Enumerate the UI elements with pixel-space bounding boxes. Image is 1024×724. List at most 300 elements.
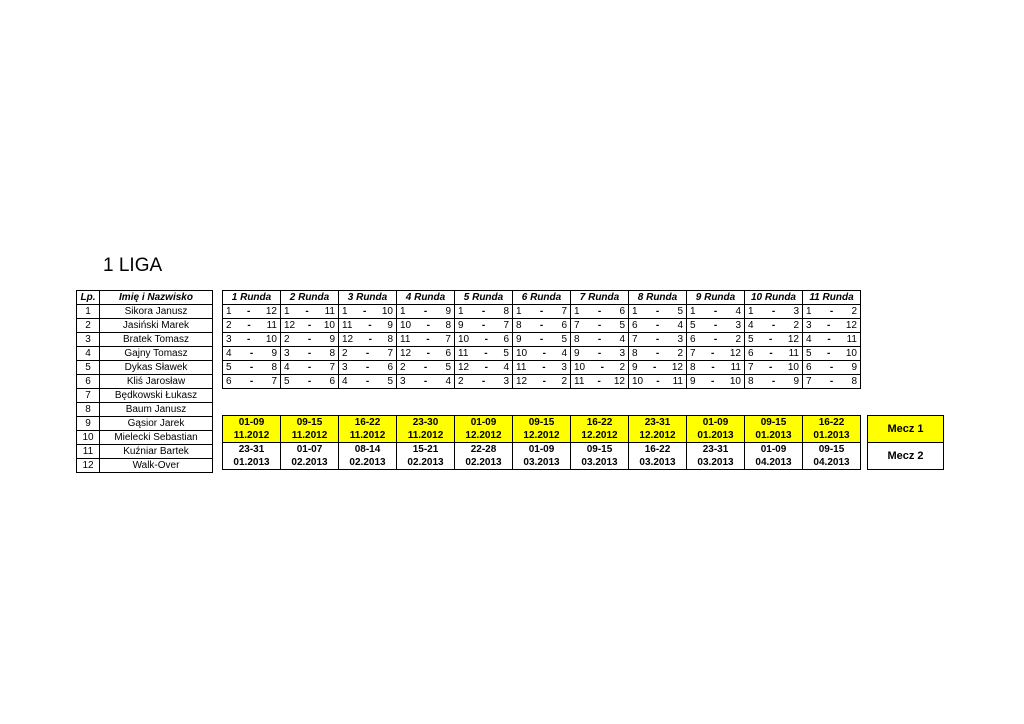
pairing-cell (339, 375, 397, 389)
away-player: 11 (324, 305, 335, 317)
home-player: 8 (690, 361, 696, 373)
pair-separator: - (656, 375, 660, 387)
home-player: 8 (748, 375, 754, 387)
pair-separator: - (484, 361, 488, 373)
home-player: 2 (226, 319, 232, 331)
home-player: 2 (400, 361, 406, 373)
player-number: 5 (77, 361, 100, 375)
home-player: 12 (458, 361, 470, 373)
player-name: Jasiński Marek (100, 319, 213, 333)
pairing-cell (687, 305, 745, 319)
away-player: 10 (323, 319, 335, 331)
date-month: 11.2012 (233, 430, 270, 441)
pair-separator: - (363, 305, 367, 317)
date-cell (455, 443, 513, 470)
date-range: 01-09 (760, 444, 787, 455)
away-player: 7 (387, 347, 393, 359)
away-player: 9 (851, 361, 857, 373)
date-range: 23-31 (238, 444, 265, 455)
home-player: 2 (458, 375, 464, 387)
home-player: 6 (690, 333, 696, 345)
away-player: 6 (329, 375, 335, 387)
date-cell (455, 416, 513, 443)
pairing-cell (803, 375, 861, 389)
pairing-cell (397, 347, 455, 361)
date-cell (571, 416, 629, 443)
pair-separator: - (305, 305, 309, 317)
away-player: 12 (613, 375, 625, 387)
home-player: 1 (400, 305, 406, 317)
date-month: 03.2013 (523, 457, 560, 468)
home-player: 10 (458, 333, 470, 345)
home-player: 2 (342, 347, 348, 359)
away-player: 5 (619, 319, 625, 331)
player-name: Kliś Jarosław (100, 375, 213, 389)
away-player: 6 (561, 319, 567, 331)
pairing-cell (455, 361, 513, 375)
pairing-cell (571, 305, 629, 319)
player-row (77, 445, 213, 459)
away-player: 3 (503, 375, 509, 387)
away-player: 5 (561, 333, 567, 345)
pairing-cell (223, 361, 281, 375)
pair-separator: - (247, 319, 251, 331)
home-player: 8 (632, 347, 638, 359)
away-player: 4 (561, 347, 567, 359)
away-player: 11 (266, 319, 277, 331)
home-player: 4 (748, 319, 754, 331)
home-player: 7 (748, 361, 754, 373)
date-range: 15-21 (412, 444, 439, 455)
pairing-row (223, 375, 861, 389)
date-month: 02.2013 (465, 457, 502, 468)
pair-separator: - (771, 319, 776, 331)
pair-separator: - (484, 347, 488, 359)
date-cell (513, 416, 571, 443)
pair-separator: - (249, 347, 254, 359)
player-number: 9 (77, 417, 100, 431)
date-cell (745, 443, 803, 470)
pair-separator: - (829, 305, 834, 317)
pairing-cell (223, 319, 281, 333)
pairing-cell (513, 319, 571, 333)
away-player: 7 (561, 305, 567, 317)
away-player: 9 (387, 319, 393, 331)
pairing-cell (455, 375, 513, 389)
pair-separator: - (769, 347, 773, 359)
player-row (77, 347, 213, 361)
pairing-cell (455, 333, 513, 347)
date-range: 23-31 (644, 417, 671, 428)
pairing-cell (455, 319, 513, 333)
date-cell (745, 416, 803, 443)
pairing-cell (339, 333, 397, 347)
pair-separator: - (542, 375, 546, 387)
pairing-cell (745, 375, 803, 389)
round-header: 7 Runda (571, 291, 629, 305)
date-month: 02.2013 (349, 457, 386, 468)
away-player: 6 (445, 347, 451, 359)
away-player: 12 (787, 333, 799, 345)
pairing-cell (513, 333, 571, 347)
pairing-cell (803, 361, 861, 375)
home-player: 5 (284, 375, 290, 387)
player-number: 3 (77, 333, 100, 347)
home-player: 8 (516, 319, 522, 331)
date-month: 03.2013 (581, 457, 618, 468)
home-player: 4 (806, 333, 812, 345)
pairing-cell (629, 319, 687, 333)
away-player: 2 (561, 375, 567, 387)
away-player: 5 (503, 347, 509, 359)
name-header: Imię i Nazwisko (100, 291, 213, 305)
home-player: 1 (632, 305, 638, 317)
pairing-cell (513, 375, 571, 389)
pair-separator: - (365, 347, 370, 359)
home-player: 10 (632, 375, 644, 387)
away-player: 11 (730, 361, 741, 373)
home-player: 5 (690, 319, 696, 331)
away-player: 3 (735, 319, 741, 331)
date-cell (513, 443, 571, 470)
away-player: 11 (788, 347, 799, 359)
player-number: 8 (77, 403, 100, 417)
pair-separator: - (481, 375, 486, 387)
pair-separator: - (827, 347, 831, 359)
round-header: 3 Runda (339, 291, 397, 305)
pairing-cell (745, 361, 803, 375)
pairing-cell (687, 347, 745, 361)
date-cell (571, 443, 629, 470)
player-name: Sikora Janusz (100, 305, 213, 319)
away-player: 6 (387, 361, 393, 373)
home-player: 11 (574, 375, 585, 387)
home-player: 10 (574, 361, 586, 373)
away-player: 2 (793, 319, 799, 331)
pair-separator: - (597, 305, 602, 317)
date-cell (339, 416, 397, 443)
home-player: 4 (342, 375, 348, 387)
pairing-cell (455, 347, 513, 361)
pair-separator: - (539, 333, 544, 345)
away-player: 3 (619, 347, 625, 359)
pair-separator: - (829, 375, 834, 387)
pairing-cell (629, 361, 687, 375)
away-player: 2 (677, 347, 683, 359)
spacer (861, 416, 868, 443)
pair-separator: - (771, 305, 776, 317)
pairing-cell (571, 375, 629, 389)
away-player: 5 (445, 361, 451, 373)
pair-separator: - (368, 333, 372, 345)
pairing-cell (223, 305, 281, 319)
away-player: 12 (845, 319, 857, 331)
pair-separator: - (655, 305, 660, 317)
mecz-label: Mecz 2 (868, 443, 944, 470)
home-player: 1 (806, 305, 812, 317)
pairing-cell (745, 305, 803, 319)
date-cell (629, 416, 687, 443)
date-range: 16-22 (354, 417, 381, 428)
away-player: 2 (619, 361, 625, 373)
away-player: 10 (381, 305, 393, 317)
pairing-cell (571, 333, 629, 347)
pairing-cell (571, 319, 629, 333)
pairing-cell (397, 375, 455, 389)
date-cell (397, 416, 455, 443)
pair-separator: - (481, 305, 486, 317)
date-range: 23-30 (412, 417, 439, 428)
home-player: 11 (400, 333, 411, 345)
players-table (76, 290, 213, 473)
pairing-cell (629, 333, 687, 347)
round-header: 8 Runda (629, 291, 687, 305)
home-player: 6 (748, 347, 754, 359)
home-player: 12 (342, 333, 354, 345)
date-range: 16-22 (644, 444, 671, 455)
round-header: 11 Runda (803, 291, 861, 305)
spacer (861, 443, 868, 470)
home-player: 2 (284, 333, 290, 345)
mecz-label: Mecz 1 (868, 416, 944, 443)
home-player: 11 (458, 347, 469, 359)
away-player: 9 (445, 305, 451, 317)
page-title: 1 LIGA (103, 255, 163, 276)
pairing-row (223, 347, 861, 361)
pairing-cell (339, 319, 397, 333)
date-cell (803, 443, 861, 470)
player-name: Gąsior Jarek (100, 417, 213, 431)
pairing-cell (281, 361, 339, 375)
home-player: 9 (516, 333, 522, 345)
away-player: 12 (265, 305, 277, 317)
date-range: 22-28 (470, 444, 497, 455)
pair-separator: - (542, 347, 546, 359)
player-name: Gajny Tomasz (100, 347, 213, 361)
home-player: 11 (342, 319, 353, 331)
home-player: 1 (458, 305, 464, 317)
home-player: 12 (284, 319, 296, 331)
home-player: 5 (806, 347, 812, 359)
away-player: 4 (735, 305, 741, 317)
pair-separator: - (481, 319, 486, 331)
pair-separator: - (769, 333, 773, 345)
pairing-cell (281, 347, 339, 361)
pair-separator: - (597, 333, 602, 345)
date-cell (281, 416, 339, 443)
player-number: 1 (77, 305, 100, 319)
away-player: 8 (329, 347, 335, 359)
away-player: 3 (793, 305, 799, 317)
pairing-cell (397, 333, 455, 347)
pairing-cell (745, 319, 803, 333)
home-player: 12 (516, 375, 528, 387)
home-player: 6 (806, 361, 812, 373)
pair-separator: - (307, 319, 312, 331)
date-month: 03.2013 (639, 457, 676, 468)
pair-separator: - (426, 333, 430, 345)
player-row (77, 389, 213, 403)
round-header: 2 Runda (281, 291, 339, 305)
pair-separator: - (711, 361, 715, 373)
date-range: 09-15 (586, 444, 613, 455)
date-month: 12.2012 (523, 430, 560, 441)
away-player: 11 (846, 333, 857, 345)
pairing-cell (397, 361, 455, 375)
date-range: 09-15 (760, 417, 787, 428)
player-row (77, 375, 213, 389)
date-range: 01-09 (528, 444, 555, 455)
home-player: 1 (574, 305, 580, 317)
pairing-cell (629, 305, 687, 319)
home-player: 11 (516, 361, 527, 373)
date-month: 11.2012 (407, 430, 444, 441)
player-number: 10 (77, 431, 100, 445)
away-player: 8 (503, 305, 509, 317)
away-player: 9 (793, 375, 799, 387)
player-number: 6 (77, 375, 100, 389)
away-player: 8 (271, 361, 277, 373)
pairing-cell (223, 333, 281, 347)
player-number: 12 (77, 459, 100, 473)
player-name: Mielecki Sebastian (100, 431, 213, 445)
player-number: 4 (77, 347, 100, 361)
home-player: 7 (690, 347, 696, 359)
pairing-cell (455, 305, 513, 319)
date-cell (397, 443, 455, 470)
date-month: 04.2013 (813, 457, 850, 468)
date-range: 09-15 (528, 417, 555, 428)
away-player: 7 (503, 319, 509, 331)
date-cell (223, 443, 281, 470)
away-player: 4 (619, 333, 625, 345)
date-cell (687, 416, 745, 443)
player-number: 2 (77, 319, 100, 333)
away-player: 3 (561, 361, 567, 373)
player-row (77, 319, 213, 333)
mecz1-row (223, 416, 944, 443)
pair-separator: - (597, 319, 602, 331)
pairing-cell (803, 319, 861, 333)
date-range: 23-31 (702, 444, 729, 455)
pair-separator: - (426, 347, 430, 359)
pair-separator: - (365, 375, 370, 387)
pairing-cell (281, 375, 339, 389)
home-player: 9 (690, 375, 696, 387)
away-player: 8 (445, 319, 451, 331)
away-player: 11 (672, 375, 683, 387)
pairing-cell (803, 305, 861, 319)
away-player: 4 (677, 319, 683, 331)
away-player: 12 (729, 347, 741, 359)
home-player: 10 (400, 319, 412, 331)
pair-separator: - (829, 361, 834, 373)
player-name: Bratek Tomasz (100, 333, 213, 347)
date-cell (803, 416, 861, 443)
pair-separator: - (307, 375, 312, 387)
away-player: 10 (265, 333, 277, 345)
away-player: 2 (735, 333, 741, 345)
pairing-row (223, 361, 861, 375)
away-player: 10 (729, 375, 741, 387)
away-player: 8 (387, 333, 393, 345)
date-range: 01-07 (296, 444, 323, 455)
home-player: 1 (226, 305, 232, 317)
away-player: 5 (387, 375, 393, 387)
pair-separator: - (539, 305, 544, 317)
pair-separator: - (597, 347, 602, 359)
pair-separator: - (247, 305, 251, 317)
home-player: 1 (342, 305, 348, 317)
away-player: 10 (787, 361, 799, 373)
pairing-cell (223, 347, 281, 361)
away-player: 8 (851, 375, 857, 387)
player-row (77, 459, 213, 473)
player-row (77, 305, 213, 319)
round-header: 5 Runda (455, 291, 513, 305)
home-player: 5 (226, 361, 232, 373)
date-range: 01-09 (470, 417, 497, 428)
away-player: 7 (445, 333, 451, 345)
date-month: 01.2013 (813, 430, 850, 441)
away-player: 9 (271, 347, 277, 359)
date-month: 04.2013 (755, 457, 792, 468)
pair-separator: - (655, 347, 660, 359)
date-cell (223, 416, 281, 443)
date-month: 01.2013 (233, 457, 270, 468)
away-player: 2 (851, 305, 857, 317)
home-player: 8 (574, 333, 580, 345)
player-name: Walk-Over (100, 459, 213, 473)
player-number: 11 (77, 445, 100, 459)
pair-separator: - (365, 361, 370, 373)
pairing-cell (629, 347, 687, 361)
round-header: 6 Runda (513, 291, 571, 305)
pairing-cell (281, 319, 339, 333)
pair-separator: - (542, 361, 546, 373)
date-range: 16-22 (586, 417, 613, 428)
pairing-row (223, 305, 861, 319)
date-range: 09-15 (296, 417, 323, 428)
pairing-cell (571, 361, 629, 375)
player-name: Kuźniar Bartek (100, 445, 213, 459)
away-player: 10 (845, 347, 857, 359)
pair-separator: - (484, 333, 488, 345)
pairing-cell (629, 375, 687, 389)
date-cell (687, 443, 745, 470)
round-header: 10 Runda (745, 291, 803, 305)
pair-separator: - (368, 319, 372, 331)
away-player: 9 (329, 333, 335, 345)
mecz2-row (223, 443, 944, 470)
pair-separator: - (307, 333, 312, 345)
date-month: 11.2012 (291, 430, 328, 441)
date-range: 16-22 (818, 417, 845, 428)
pair-separator: - (307, 361, 312, 373)
date-cell (339, 443, 397, 470)
pairing-cell (513, 347, 571, 361)
pair-separator: - (711, 375, 715, 387)
pair-separator: - (423, 305, 428, 317)
home-player: 1 (516, 305, 522, 317)
pairing-cell (339, 305, 397, 319)
pair-separator: - (249, 375, 254, 387)
pairing-cell (223, 375, 281, 389)
pairing-cell (397, 305, 455, 319)
pairing-cell (745, 333, 803, 347)
away-player: 7 (329, 361, 335, 373)
home-player: 3 (342, 361, 348, 373)
